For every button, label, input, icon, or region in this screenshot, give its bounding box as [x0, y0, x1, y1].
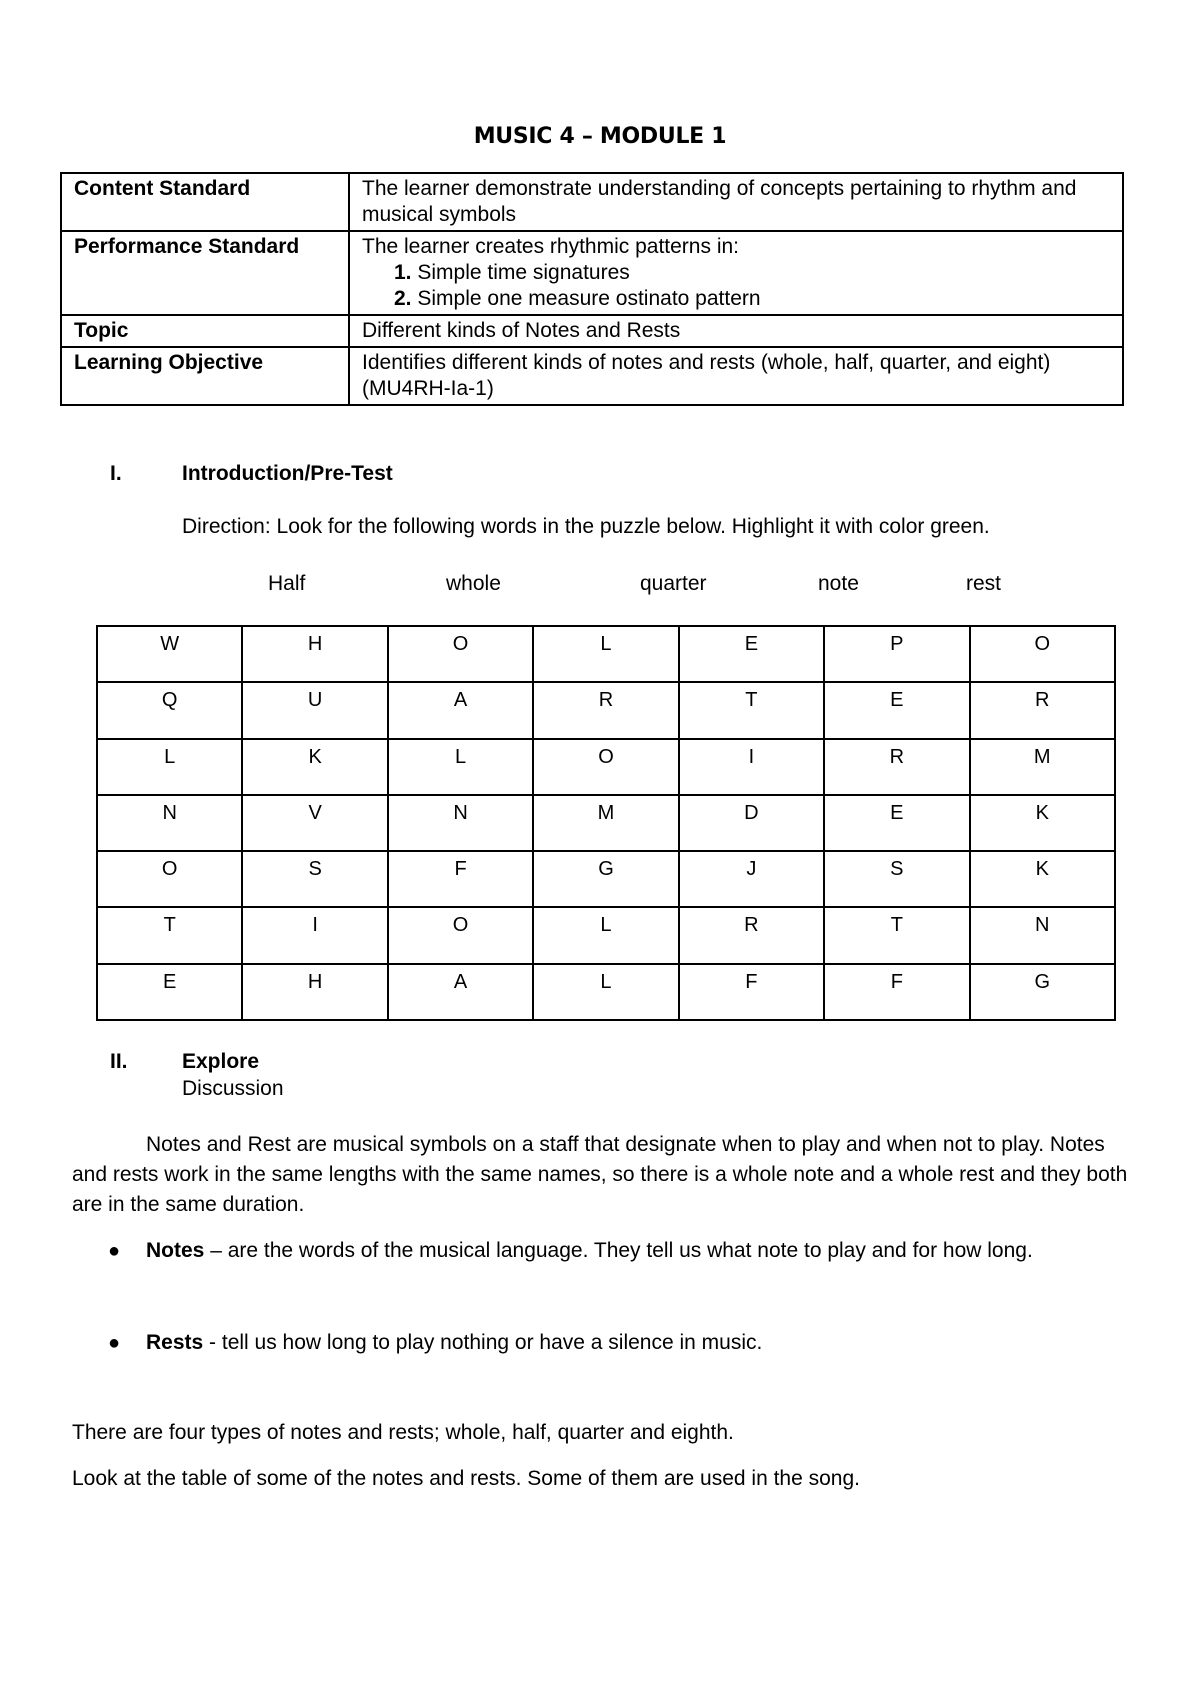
- performance-standard-intro: The learner creates rhythmic patterns in:: [362, 235, 739, 258]
- puzzle-cell[interactable]: T: [97, 907, 242, 963]
- topic-label: Topic: [61, 315, 349, 347]
- puzzle-row: [97, 851, 1115, 907]
- bullet-term: Rests: [146, 1331, 204, 1354]
- learning-objective-text: Identifies different kinds of notes and rests (whole, half, quarter, and eight): [362, 351, 1051, 374]
- puzzle-cell[interactable]: F: [679, 964, 824, 1020]
- puzzle-cell[interactable]: O: [97, 851, 242, 907]
- performance-standard-label: Performance Standard: [61, 231, 349, 315]
- puzzle-cell[interactable]: M: [533, 795, 678, 851]
- puzzle-cell[interactable]: K: [242, 739, 387, 795]
- list-number: 2.: [394, 287, 412, 310]
- puzzle-cell[interactable]: I: [242, 907, 387, 963]
- puzzle-cell[interactable]: L: [97, 739, 242, 795]
- puzzle-cell[interactable]: T: [824, 907, 969, 963]
- bullet-description: - tell us how long to play nothing or have a silence in music.: [203, 1331, 763, 1354]
- section-subheading-discussion: Discussion: [182, 1077, 284, 1100]
- puzzle-cell[interactable]: O: [388, 626, 533, 682]
- learning-objective-label: Learning Objective: [61, 347, 349, 405]
- word-note: note: [818, 572, 859, 595]
- notes-rests-paragraph: Notes and Rest are musical symbols on a staff that designate when to play and when not to play. Notes and rests work in the same lengths with the same names, so there is a whole note and a whole rest and they both are in the same duration.: [72, 1133, 1128, 1216]
- section-number: II.: [110, 1050, 128, 1073]
- direction-text: Direction: Look for the following words in the puzzle below. Highlight it with color green.: [182, 515, 990, 538]
- list-item-text: Simple one measure ostinato pattern: [417, 287, 761, 310]
- puzzle-cell[interactable]: O: [533, 739, 678, 795]
- puzzle-cell[interactable]: N: [97, 795, 242, 851]
- puzzle-cell[interactable]: I: [679, 739, 824, 795]
- word-half: Half: [268, 572, 306, 595]
- puzzle-cell[interactable]: F: [824, 964, 969, 1020]
- puzzle-cell[interactable]: R: [679, 907, 824, 963]
- page-title: MUSIC 4 – MODULE 1: [473, 124, 727, 149]
- puzzle-cell[interactable]: R: [533, 682, 678, 738]
- word-rest: rest: [966, 572, 1002, 595]
- puzzle-cell[interactable]: E: [97, 964, 242, 1020]
- table-row: [61, 347, 1123, 405]
- puzzle-row: [97, 626, 1115, 682]
- puzzle-cell[interactable]: Q: [97, 682, 242, 738]
- word-puzzle-grid: [96, 625, 1116, 1021]
- table-row: [61, 231, 1123, 315]
- puzzle-cell[interactable]: N: [970, 907, 1115, 963]
- puzzle-cell[interactable]: A: [388, 964, 533, 1020]
- table-row: [61, 315, 1123, 347]
- word-quarter: quarter: [640, 572, 707, 595]
- puzzle-row: [97, 907, 1115, 963]
- list-item: [394, 286, 1110, 312]
- puzzle-cell[interactable]: K: [970, 851, 1115, 907]
- bullet-notes: [146, 1236, 1136, 1266]
- look-text: Look at the table of some of the notes and rests. Some of them are used in the song.: [72, 1467, 860, 1490]
- puzzle-cell[interactable]: F: [388, 851, 533, 907]
- puzzle-cell[interactable]: L: [533, 964, 678, 1020]
- section-heading-intro: Introduction/Pre-Test: [182, 462, 393, 485]
- puzzle-cell[interactable]: L: [533, 907, 678, 963]
- puzzle-cell[interactable]: L: [533, 626, 678, 682]
- standards-table: [60, 172, 1124, 406]
- bullet-description: – are the words of the musical language. They tell us what note to play and for how long.: [204, 1239, 1033, 1262]
- content-standard-label: Content Standard: [61, 173, 349, 231]
- section-number: I.: [110, 462, 122, 485]
- puzzle-cell[interactable]: A: [388, 682, 533, 738]
- section-heading-explore: Explore: [182, 1050, 260, 1073]
- content-standard-text: The learner demonstrate understanding of concepts pertaining to rhythm and musical symbols: [349, 173, 1123, 231]
- puzzle-cell[interactable]: E: [824, 795, 969, 851]
- puzzle-row: [97, 682, 1115, 738]
- puzzle-cell[interactable]: W: [97, 626, 242, 682]
- bullet-icon: ●: [108, 1332, 121, 1354]
- puzzle-cell[interactable]: E: [824, 682, 969, 738]
- types-text: There are four types of notes and rests; whole, half, quarter and eighth.: [72, 1421, 734, 1444]
- puzzle-cell[interactable]: R: [970, 682, 1115, 738]
- puzzle-cell[interactable]: E: [679, 626, 824, 682]
- puzzle-cell[interactable]: H: [242, 626, 387, 682]
- word-whole: whole: [446, 572, 501, 595]
- puzzle-cell[interactable]: P: [824, 626, 969, 682]
- puzzle-cell[interactable]: G: [533, 851, 678, 907]
- table-row: [61, 173, 1123, 231]
- puzzle-cell[interactable]: N: [388, 795, 533, 851]
- list-number: 1.: [394, 261, 412, 284]
- puzzle-cell[interactable]: U: [242, 682, 387, 738]
- list-item: [394, 260, 1110, 286]
- bullet-term: Notes: [146, 1239, 205, 1262]
- puzzle-row: [97, 739, 1115, 795]
- puzzle-cell[interactable]: K: [970, 795, 1115, 851]
- bullet-icon: ●: [108, 1240, 121, 1262]
- puzzle-cell[interactable]: M: [970, 739, 1115, 795]
- list-item-text: Simple time signatures: [417, 261, 630, 284]
- puzzle-row: [97, 795, 1115, 851]
- puzzle-cell[interactable]: S: [824, 851, 969, 907]
- puzzle-cell[interactable]: L: [388, 739, 533, 795]
- puzzle-cell[interactable]: T: [679, 682, 824, 738]
- puzzle-row: [97, 964, 1115, 1020]
- puzzle-cell[interactable]: V: [242, 795, 387, 851]
- puzzle-cell[interactable]: O: [388, 907, 533, 963]
- performance-list: [362, 260, 1110, 312]
- puzzle-cell[interactable]: G: [970, 964, 1115, 1020]
- puzzle-cell[interactable]: S: [242, 851, 387, 907]
- learning-objective-code: (MU4RH-Ia-1): [362, 377, 494, 400]
- performance-standard-cell: [349, 231, 1123, 315]
- puzzle-cell[interactable]: R: [824, 739, 969, 795]
- puzzle-cell[interactable]: J: [679, 851, 824, 907]
- bullet-rests: [146, 1328, 1136, 1358]
- topic-text: Different kinds of Notes and Rests: [349, 315, 1123, 347]
- learning-objective-cell: [349, 347, 1123, 405]
- puzzle-cell[interactable]: O: [970, 626, 1115, 682]
- puzzle-cell[interactable]: H: [242, 964, 387, 1020]
- puzzle-cell[interactable]: D: [679, 795, 824, 851]
